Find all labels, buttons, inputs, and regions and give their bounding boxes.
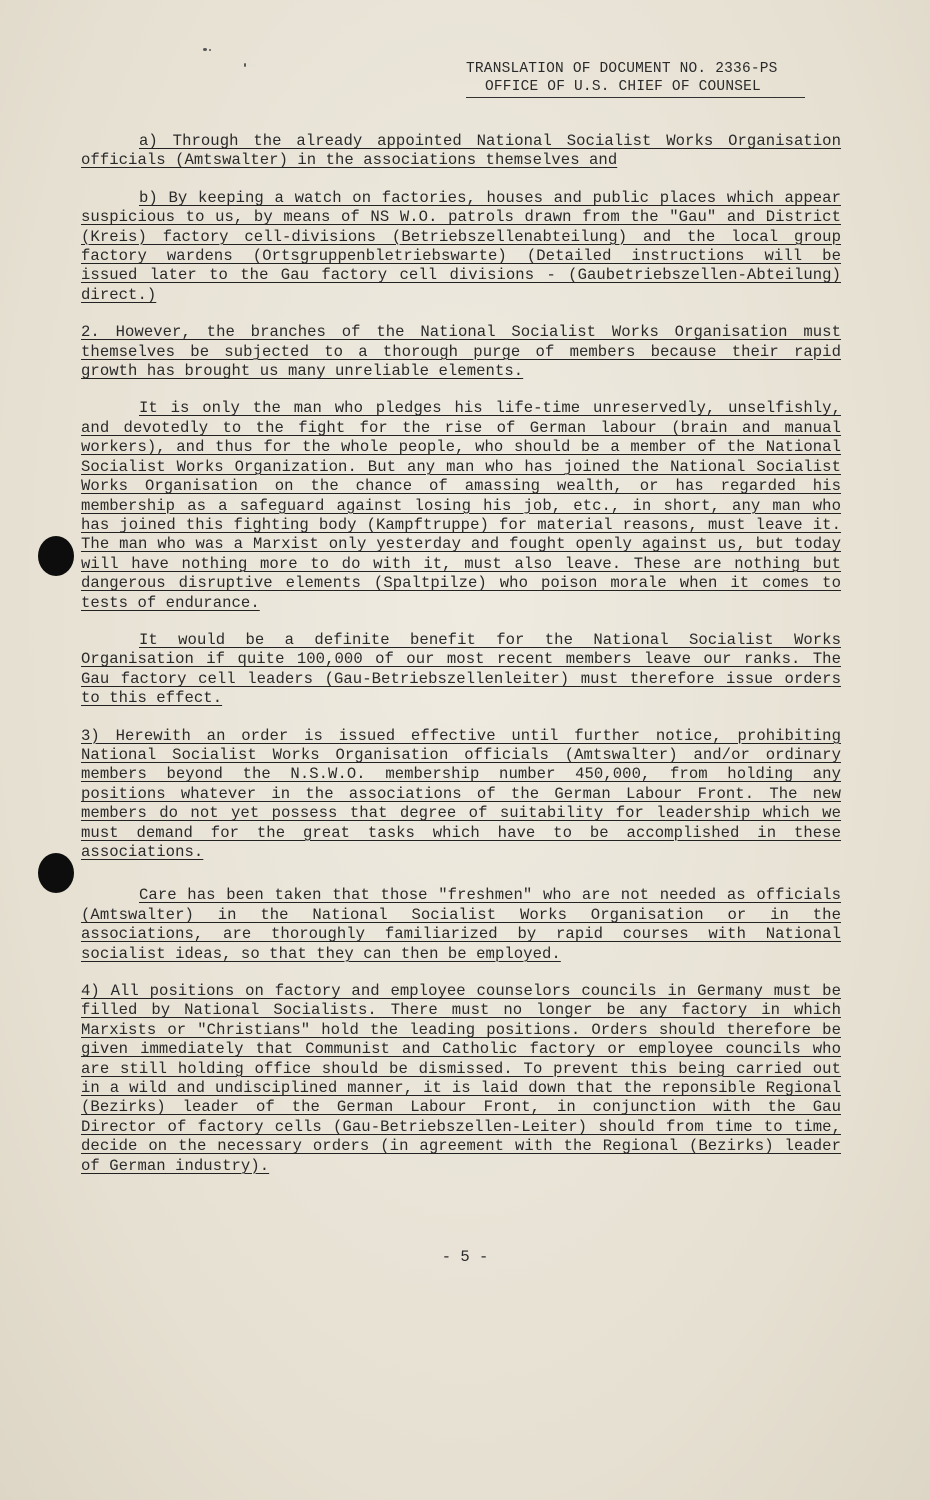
- paragraph-2: 2. However, the branches of the National Socialist Works Organisation must themselves be subjected to a thorough purge of members because their rapid growth has brought us many unreliable elements.: [81, 323, 841, 381]
- punch-hole: [38, 853, 74, 893]
- paper-speck: [209, 49, 211, 51]
- paragraph-benefit: It would be a definite benefit for the National Socialist Works Organisation if quite 100,000 of our most recent members leave our ranks. The Gau factory cell leaders (Gau-Betriebszellenleiter) must therefore issue orders to this effect.: [81, 630, 841, 708]
- paragraph-membership: It is only the man who pledges his life-time unreservedly, unselfishly, and devotedly to the fight for the rise of German labour (brain and manual workers), and thus for the whole people, who should be a member of the National Socialist Works Organization. But any man who has joined the National Socialist Works Organisation on the chance of amassing wealth, or has regarded his membership as a safeguard against losing his job, etc., in short, any man who has joined this fighting body (Kampftruppe) for material reasons, must leave it. The man who was a Marxist only yesterday and fought openly against us, but today will have nothing more to do with it, must also leave. These are nothing but dangerous disruptive elements (Spaltpilze) who poison morale when it comes to tests of endurance.: [81, 399, 841, 612]
- paragraph-a: a) Through the already appointed National Socialist Works Organisation officials (Amtswalter) in the associations themselves and: [81, 132, 841, 170]
- paragraph-freshmen: Care has been taken that those "freshmen" who are not needed as officials (Amtswalter) in the National Socialist Works Organisation or in the associations, are thoroughly familiarized by rapid courses with National socialist ideas, so that they can then be employed.: [81, 886, 841, 963]
- punch-hole: [38, 536, 74, 576]
- paragraph-3: 3) Herewith an order is issued effective until further notice, prohibiting National Socialist Works Organisation officials (Amtswalter) and/or ordinary members beyond the N.S.W.O. membership number 450,000, from holding any positions whatever in the associations of the German Labour Front. The new members do not yet possess that degree of suitability for leadership which we must demand for the great tasks which have to be accomplished in these associations.: [81, 726, 841, 861]
- paper-speck: [244, 63, 246, 67]
- paragraph-4: 4) All positions on factory and employee counselors councils in Germany must be filled by National Socialists. There must no longer be any factory in which Marxists or "Christians" hold the leading positions. Orders should therefore be given immediately that Communist and Catholic factory or employee councils who are still holding office should be dismissed. To prevent this being carried out in a wild and undisciplined manner, it is laid down that the reponsible Regional (Bezirks) leader of the German Labour Front, in conjunction with the Gau Director of factory cells (Gau-Betriebszellen-Leiter) should from time to time, decide on the necessary orders (in agreement with the Regional (Bezirks) leader of German industry).: [81, 982, 841, 1175]
- document-header: [466, 60, 805, 98]
- page-number: - 5 -: [441, 1248, 489, 1266]
- header-document-number: TRANSLATION OF DOCUMENT NO. 2336-PS: [466, 61, 778, 77]
- header-office: OFFICE OF U.S. CHIEF OF COUNSEL: [466, 78, 805, 98]
- paper-speck: [203, 48, 207, 51]
- paragraph-b: b) By keeping a watch on factories, houses and public places which appear suspicious to us, by means of NS W.O. patrols drawn from the "Gau" and District (Kreis) factory cell-divisions (Betriebszellenabteilung) and the local group factory wardens (Ortsgruppenbletriebswarte) (Detailed instructions will be issued later to the Gau factory cell divisions - (Gaubetriebszellen-Abteilung) direct.): [81, 188, 841, 304]
- document-body: [81, 132, 841, 1194]
